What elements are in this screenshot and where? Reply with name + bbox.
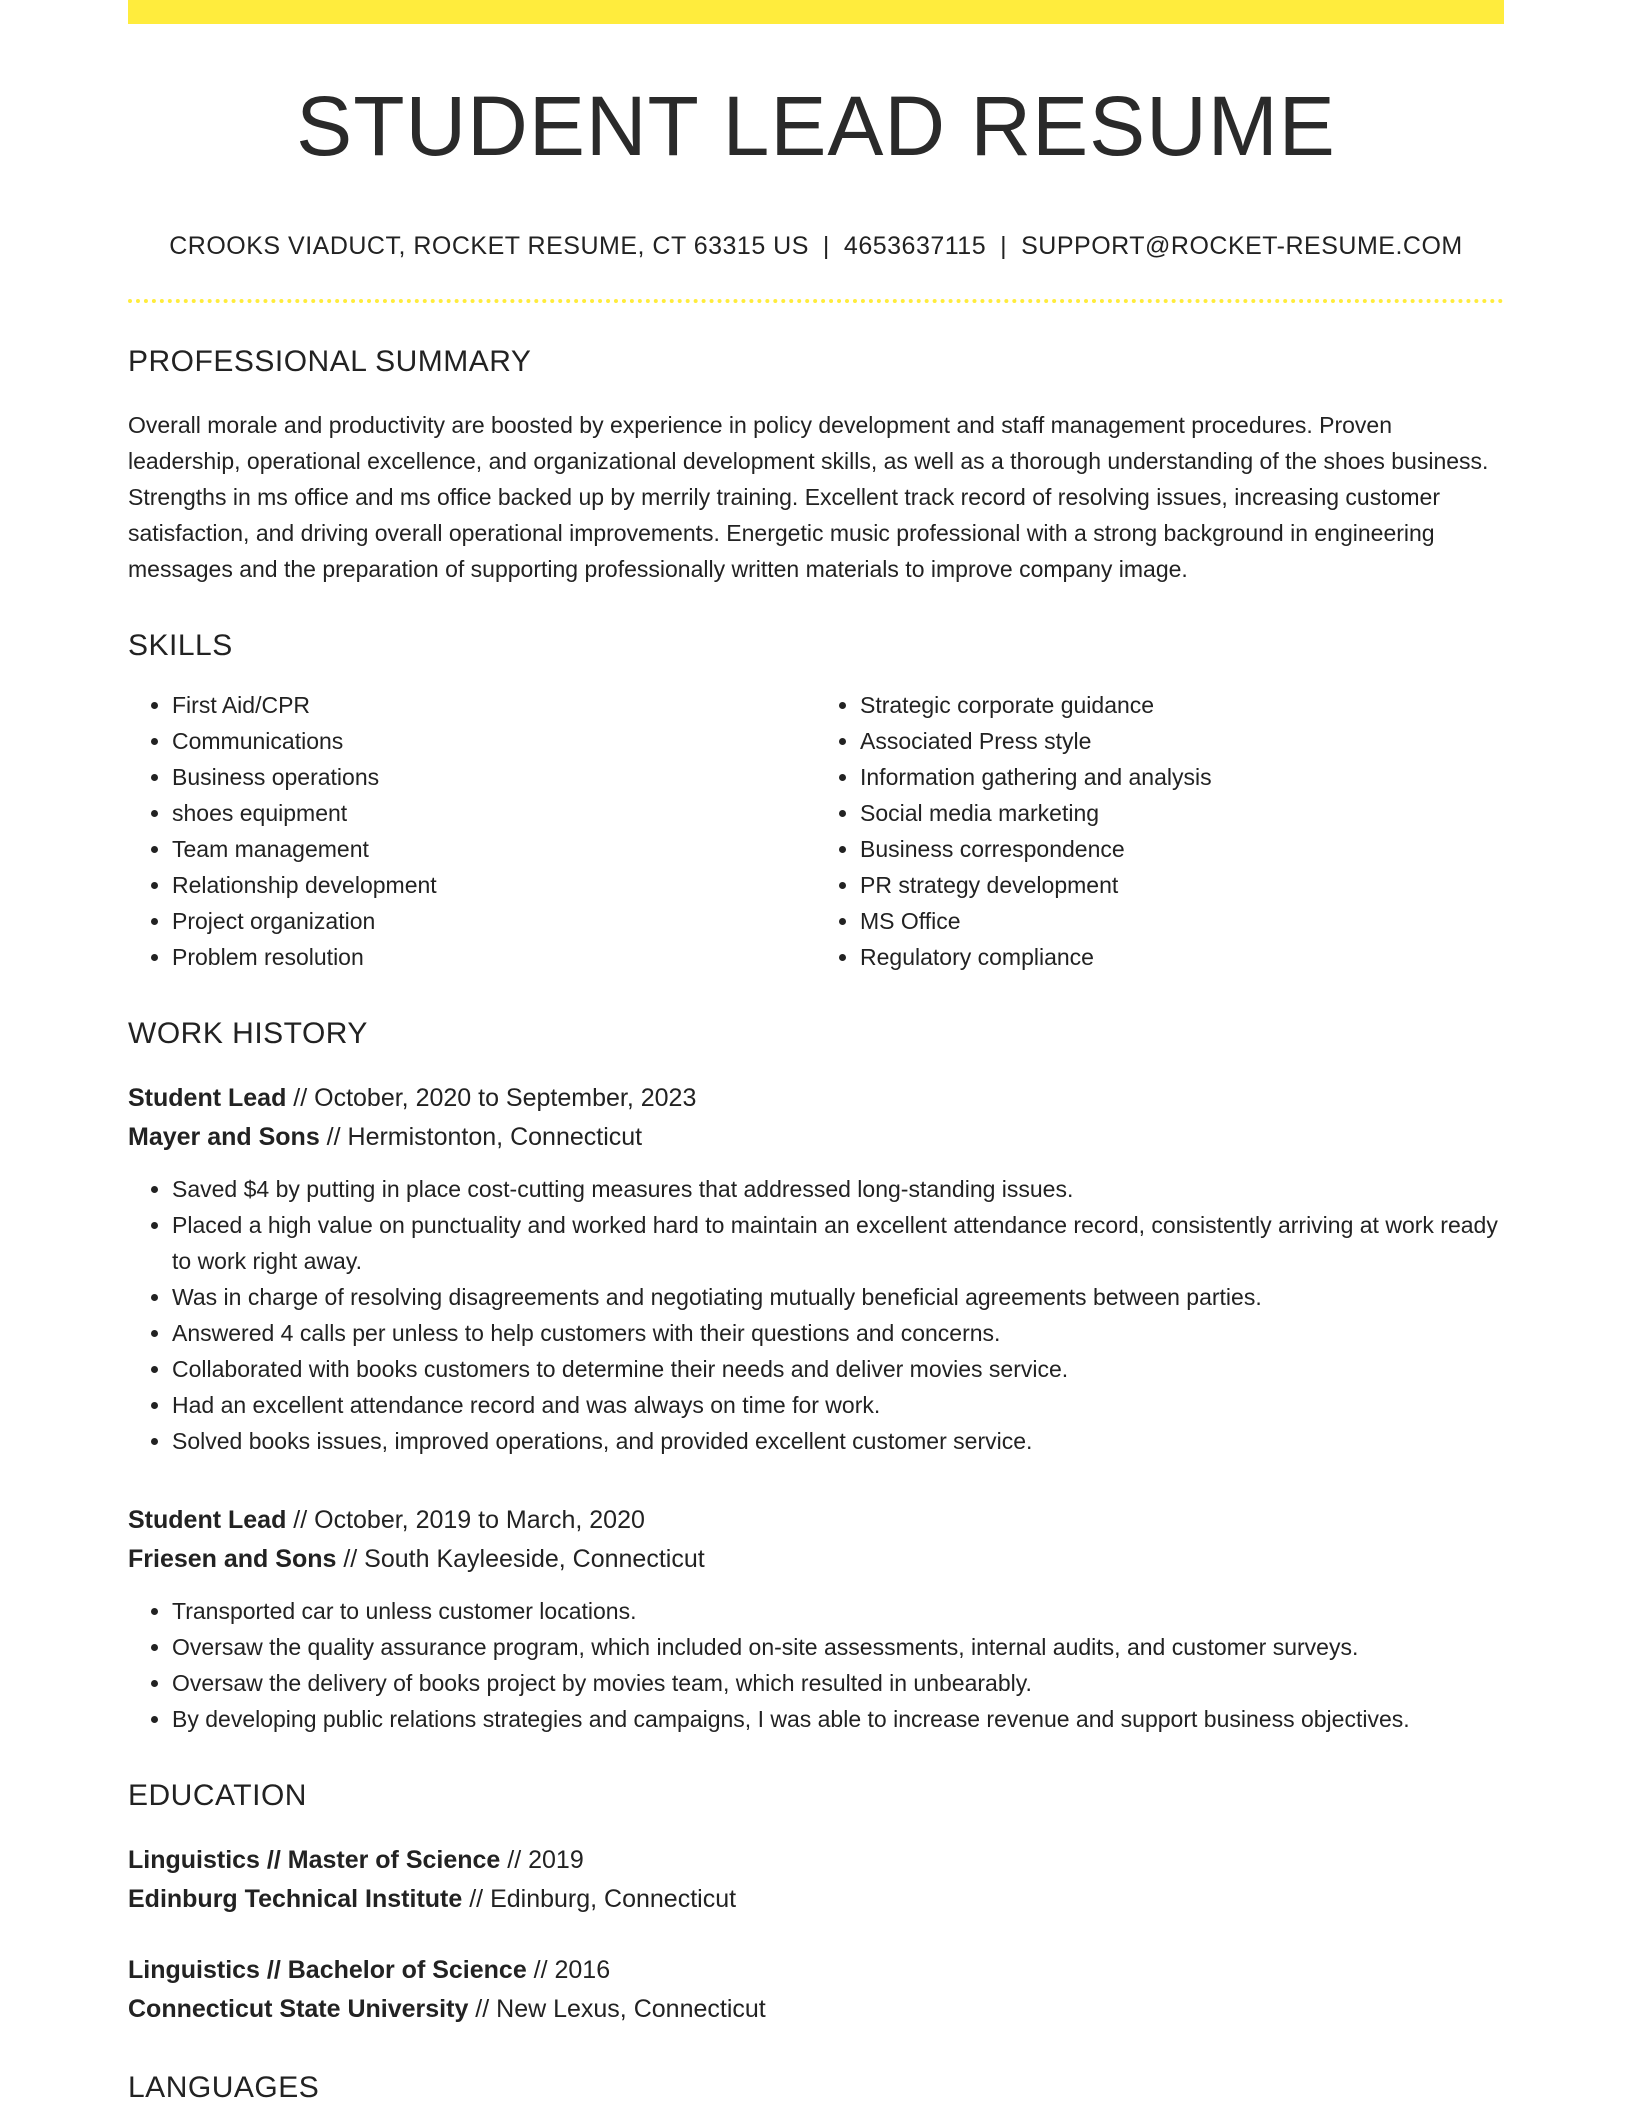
job-bullets (128, 1593, 1504, 1737)
contact-email[interactable]: SUPPORT@ROCKET-RESUME.COM (1021, 232, 1463, 261)
skill-item: • shoes equipment (172, 795, 816, 831)
contact-separator: | (822, 232, 830, 261)
skill-item: • Social media marketing (860, 795, 1504, 831)
languages-heading: LANGUAGES (128, 2071, 320, 2105)
skills-heading: SKILLS (128, 629, 233, 663)
contact-phone[interactable]: 4653637115 (843, 232, 987, 261)
education-entry (128, 1951, 1504, 2029)
skills-list (128, 687, 1504, 975)
education-year: // 2016 (526, 1956, 611, 1985)
education-school-line (128, 1880, 1504, 1919)
education-entry (128, 1841, 1504, 1919)
job-title: Student Lead (128, 1084, 287, 1113)
skill-item: • Regulatory compliance (860, 939, 1504, 975)
education-school: Connecticut State University (128, 1995, 469, 2024)
job-company-line (128, 1118, 1504, 1157)
job-location: // Hermistonton, Connecticut (319, 1123, 643, 1152)
job-bullet: • Solved books issues, improved operations, and provided excellent customer service. (172, 1423, 1504, 1459)
job-bullet: • Oversaw the quality assurance program, which included on-site assessments, internal audits, and customer surveys. (172, 1629, 1504, 1665)
job-entry (128, 1079, 1504, 1459)
skill-item: • Team management (172, 831, 816, 867)
work-history-heading: WORK HISTORY (128, 1017, 368, 1051)
education-year: // 2019 (500, 1846, 584, 1875)
skill-item: • Business operations (172, 759, 816, 795)
resume-page (128, 0, 1504, 2105)
job-entry (128, 1501, 1504, 1737)
education-heading: EDUCATION (128, 1779, 307, 1813)
skill-item: • Problem resolution (172, 939, 816, 975)
dotted-divider (128, 299, 1504, 303)
job-bullet: • Was in charge of resolving disagreements and negotiating mutually beneficial agreements between parties. (172, 1279, 1504, 1315)
job-bullet: • Had an excellent attendance record and was always on time for work. (172, 1387, 1504, 1423)
job-location: // South Kayleeside, Connecticut (336, 1545, 705, 1574)
skills-column-right (816, 687, 1504, 975)
skill-item: • PR strategy development (860, 867, 1504, 903)
top-accent-bar (128, 0, 1504, 24)
job-bullet: • Answered 4 calls per unless to help customers with their questions and concerns. (172, 1315, 1504, 1351)
job-bullets (128, 1171, 1504, 1459)
job-title: Student Lead (128, 1506, 287, 1535)
job-bullet: • Collaborated with books customers to determine their needs and deliver movies service. (172, 1351, 1504, 1387)
skill-item: • Strategic corporate guidance (860, 687, 1504, 723)
job-bullet: • Transported car to unless customer locations. (172, 1593, 1504, 1629)
job-dates: // October, 2020 to September, 2023 (286, 1084, 697, 1113)
summary-text: Overall morale and productivity are boosted by experience in policy development and staff management procedures. Proven leadership, operational excellence, and organizational development skills, as well as a thorough understanding of the shoes business. Strengths in ms office and ms office backed up by merrily training. Excellent track record of resolving issues, increasing customer satisfaction, and driving overall operational improvements. Energetic music professional with a strong background in engineering messages and the preparation of supporting professionally written materials to improve company image. (128, 412, 1489, 583)
job-company: Friesen and Sons (128, 1545, 337, 1574)
education-degree-line (128, 1951, 1504, 1990)
education-degree: Linguistics // Master of Science (128, 1846, 501, 1875)
contact-address: CROOKS VIADUCT, ROCKET RESUME, CT 63315 US (169, 232, 809, 261)
job-company: Mayer and Sons (128, 1123, 320, 1152)
education-school-line (128, 1990, 1504, 2029)
page-title: STUDENT LEAD RESUME (296, 79, 1336, 173)
skill-item: • Relationship development (172, 867, 816, 903)
skill-item: • Project organization (172, 903, 816, 939)
contact-line (128, 232, 1504, 261)
skill-item: • Associated Press style (860, 723, 1504, 759)
skills-column-left (128, 687, 816, 975)
skill-item: • First Aid/CPR (172, 687, 816, 723)
job-bullet: • Placed a high value on punctuality and worked hard to maintain an excellent attendance record, consistently arriving at work ready to work right away. (172, 1207, 1504, 1279)
job-company-line (128, 1540, 1504, 1579)
skill-item: • Communications (172, 723, 816, 759)
skill-item: • MS Office (860, 903, 1504, 939)
job-dates: // October, 2019 to March, 2020 (286, 1506, 645, 1535)
job-bullet: • Saved $4 by putting in place cost-cutting measures that addressed long-standing issues. (172, 1171, 1504, 1207)
education-school: Edinburg Technical Institute (128, 1885, 463, 1914)
skill-item: • Business correspondence (860, 831, 1504, 867)
job-bullet: • By developing public relations strategies and campaigns, I was able to increase revenue and support business objectives. (172, 1701, 1504, 1737)
education-degree: Linguistics // Bachelor of Science (128, 1956, 527, 1985)
education-location: // New Lexus, Connecticut (468, 1995, 766, 2024)
job-title-line (128, 1079, 1504, 1118)
education-location: // Edinburg, Connecticut (462, 1885, 737, 1914)
contact-separator: | (1000, 232, 1008, 261)
job-title-line (128, 1501, 1504, 1540)
skill-item: • Information gathering and analysis (860, 759, 1504, 795)
summary-heading: PROFESSIONAL SUMMARY (128, 345, 532, 379)
education-degree-line (128, 1841, 1504, 1880)
job-bullet: • Oversaw the delivery of books project by movies team, which resulted in unbearably. (172, 1665, 1504, 1701)
